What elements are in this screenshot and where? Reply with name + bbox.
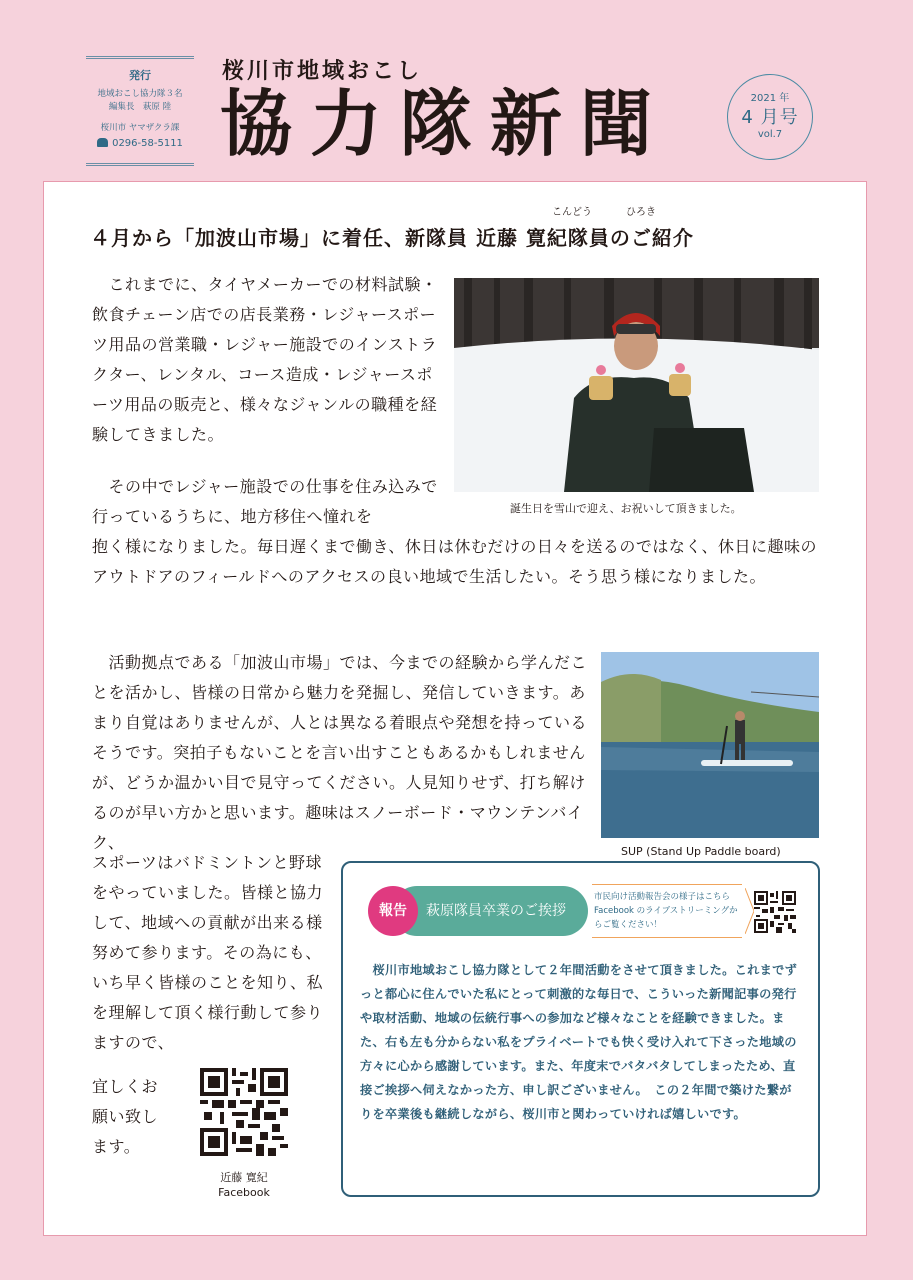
issuer-phone <box>86 137 194 150</box>
article-paragraph-3a: 活動拠点である「加波山市場」では、今までの経験から学んだことを活かし、皆様の日常から魅力を発掘し、発信していきます。あまり自覚はありませんが、人とは異なる着眼点や発想を持っているそうです。突拍子もないことを言い出すこともあるかもしれませんが、どうか温かい目で見守ってください。人見知りせず、打ち解けるのが早い方かと思います。趣味はスノーボード・マウンテンバイク、 <box>92 653 588 852</box>
article-paragraph-2b: 抱く様になりました。毎日遅くまで働き、休日は休むだけの日々を送るのではなく、休日に趣味のアウトドアのフィールドへのアクセスの良い地域で生活したい。そう思う様になりました。 <box>92 537 818 586</box>
qr-caption-service: Facebook <box>218 1186 270 1199</box>
masthead-subtitle: 桜川市地域おこし <box>222 59 423 84</box>
issue-volume: vol.7 <box>757 129 783 140</box>
masthead-title: 協力隊新聞 <box>220 82 671 166</box>
issuer-box <box>86 56 194 166</box>
article-headline: ４月から「加波山市場」に着任、新隊員 近藤 寛紀隊員のご紹介 <box>90 226 694 250</box>
report-text: 桜川市地域おこし協力隊として２年間活動をさせて頂きました。これまでずっと都心に住んでいた私にとって刺激的な毎日で、こういった新聞記事の発行や取材活動、地域の伝統行事への参加など様々なことを経験できました。また、右も左も分からない私をプライベートでも快く受け入れて下さった地域の方々に心から感謝しています。また、年度末でバタバタしてしまったため、直接ご挨拶へ伺えなかった方、申し訳ございません。 この２年間で築けた繋がりを卒業後も継続しながら、桜川市と関わっていければ嬉しいです。 <box>360 963 798 1121</box>
photo-snow-birthday <box>454 278 819 492</box>
qr-caption-name: 近藤 寛紀 <box>220 1171 268 1184</box>
ruby-kondo: こんどう <box>552 207 592 218</box>
article-paragraph-3c: 宜しくお願い致します。 <box>92 1077 159 1156</box>
photo-snow-caption: 誕生日を雪山で迎え、お祝いして頂きました。 <box>510 502 742 515</box>
report-qr-code[interactable] <box>754 891 796 937</box>
phone-icon <box>97 138 108 147</box>
ruby-hiroki: ひろき <box>626 207 656 218</box>
photo-sup <box>601 652 819 838</box>
issuer-line2: 編集長 萩原 陸 <box>108 102 172 112</box>
issue-year: 2021 年 <box>750 93 790 104</box>
article-paragraph-3b: スポーツはバドミントンと野球をやっていました。皆様と協力して、地域への貢献が出来る様努めて参ります。その為にも、いち早く皆様のことを知り、私を理解して頂く様行動して参りますので、 <box>92 853 324 1052</box>
report-badge: 報告 <box>368 886 418 936</box>
issuer-line3: 桜川市 ヤマザクラ課 <box>100 123 180 133</box>
report-note: 市民向け活動報告会の様子はこちら Facebook のライブストリーミングからご覧ください！ <box>592 884 742 938</box>
issuer-line1: 地域おこし協力隊３名 <box>97 89 183 99</box>
issue-badge <box>727 74 813 160</box>
qr-caption <box>200 1170 288 1200</box>
issue-month: 4 月号 <box>741 107 799 128</box>
article-paragraph-2a: その中でレジャー施設での仕事を住み込みで行っているうちに、地方移住へ憧れを <box>92 477 438 526</box>
issuer-label: 発行 <box>129 69 151 82</box>
report-title: 萩原隊員卒業のご挨拶 <box>392 886 588 936</box>
issuer-phone-number: 0296-58-5111 <box>112 138 183 149</box>
photo-sup-caption: SUP (Stand Up Paddle board) <box>621 845 781 858</box>
facebook-qr-code[interactable] <box>200 1068 288 1160</box>
article-paragraph-1: これまでに、タイヤメーカーでの材料試験・飲食チェーン店での店長業務・レジャースポーツ用品の営業職・レジャー施設でのインストラクター、レンタル、コース造成・レジャースポーツ用品の販売と、様々なジャンルの職種を経験してきました。 <box>92 275 438 444</box>
